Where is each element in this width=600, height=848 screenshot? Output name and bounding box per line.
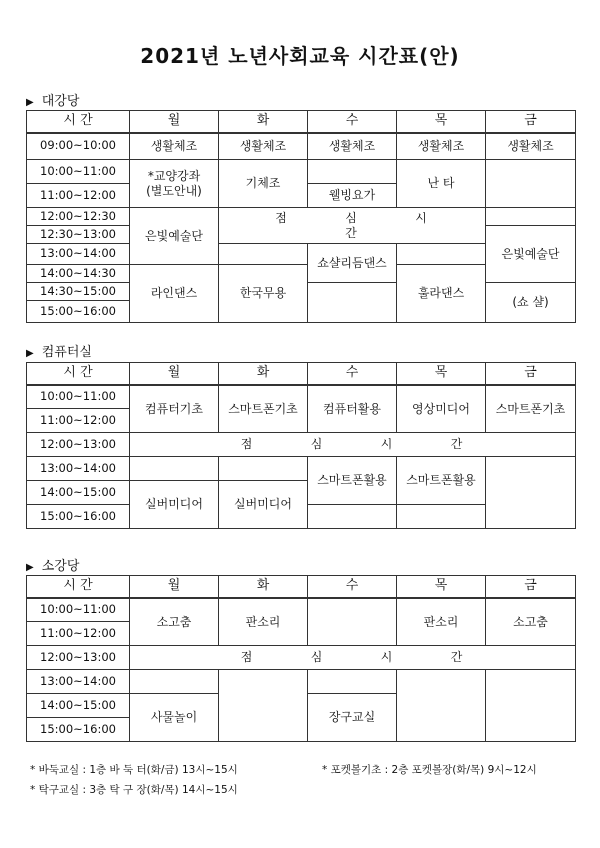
section-label-main-hall: ▶ 대강당 — [26, 94, 80, 109]
empty-cell — [130, 670, 219, 694]
table-header-row — [27, 111, 576, 133]
class-cell: 스마트폰활용 — [397, 457, 486, 505]
class-cell: 판소리 — [219, 598, 308, 646]
page-title: 2021년 노년사회교육 시간표(안) — [140, 44, 460, 68]
empty-cell — [308, 505, 397, 529]
empty-cell — [219, 670, 308, 742]
class-cell: 컴퓨터활용 — [308, 385, 397, 433]
class-cell: 소고춤 — [486, 598, 576, 646]
class-cell: 쇼샬리듬댄스 — [308, 244, 397, 283]
empty-cell — [308, 283, 397, 323]
table-row — [27, 385, 576, 409]
time-cell: 15:00~16:00 — [27, 301, 130, 323]
class-cell: 라인댄스 — [130, 265, 219, 323]
empty-cell — [219, 244, 308, 265]
header-wed: 수 — [308, 363, 397, 385]
empty-cell — [308, 160, 397, 184]
empty-cell — [397, 670, 486, 742]
time-cell: 14:00~15:00 — [27, 694, 130, 718]
class-cell: 스마트폰기초 — [486, 385, 576, 433]
triangle-bullet-icon: ▶ — [26, 348, 34, 359]
triangle-bullet-icon: ▶ — [26, 562, 34, 573]
footnote: * 포켓볼기초 : 2층 포켓볼장(화/목) 9시~12시 — [322, 764, 537, 776]
header-mon: 월 — [130, 111, 219, 133]
time-cell: 13:00~14:00 — [27, 670, 130, 694]
header-thu: 목 — [397, 363, 486, 385]
time-cell: 11:00~12:00 — [27, 184, 130, 208]
class-cell: 실버미디어 — [219, 481, 308, 529]
time-cell: 14:00~15:00 — [27, 481, 130, 505]
table-row — [27, 208, 576, 226]
class-cell — [130, 160, 219, 208]
footnote: * 바둑교실 : 1층 바 둑 터(화/금) 13시~15시 — [30, 764, 238, 776]
table-row — [27, 598, 576, 622]
triangle-bullet-icon: ▶ — [26, 97, 34, 108]
empty-cell — [308, 598, 397, 646]
class-cell: 웰빙요가 — [308, 184, 397, 208]
time-cell: 15:00~16:00 — [27, 505, 130, 529]
main-hall-timetable — [26, 110, 576, 323]
empty-cell — [308, 670, 397, 694]
time-cell: 13:00~14:00 — [27, 457, 130, 481]
class-sublabel: (별도안내) — [146, 183, 202, 198]
class-cell: 생활체조 — [308, 133, 397, 160]
time-cell: 14:00~14:30 — [27, 265, 130, 283]
time-cell: 14:30~15:00 — [27, 283, 130, 301]
header-mon: 월 — [130, 363, 219, 385]
class-cell: 은빛예술단 — [486, 226, 576, 283]
header-fri: 금 — [486, 576, 576, 598]
class-cell: 난 타 — [397, 160, 486, 208]
header-time: 시 간 — [27, 363, 130, 385]
table-row — [27, 160, 576, 184]
class-cell: 생활체조 — [397, 133, 486, 160]
empty-cell — [486, 457, 576, 529]
lunch-break-cell: 점 심 시간 — [219, 208, 486, 244]
class-cell: 기체조 — [219, 160, 308, 208]
empty-cell — [486, 670, 576, 742]
empty-cell — [130, 457, 219, 481]
empty-cell — [219, 457, 308, 481]
class-cell: 영상미디어 — [397, 385, 486, 433]
time-cell: 12:00~13:00 — [27, 433, 130, 457]
time-cell: 10:00~11:00 — [27, 160, 130, 184]
time-cell: 10:00~11:00 — [27, 598, 130, 622]
section-label-small-hall: ▶ 소강당 — [26, 559, 80, 574]
class-cell: 생활체조 — [486, 133, 576, 160]
time-cell: 11:00~12:00 — [27, 409, 130, 433]
header-thu: 목 — [397, 111, 486, 133]
class-cell: 한국무용 — [219, 265, 308, 323]
header-tue: 화 — [219, 111, 308, 133]
class-cell: 스마트폰활용 — [308, 457, 397, 505]
table-header-row — [27, 363, 576, 385]
lunch-break-cell: 점 심 시 간 — [130, 433, 576, 457]
header-tue: 화 — [219, 576, 308, 598]
time-cell: 12:00~12:30 — [27, 208, 130, 226]
class-cell: 훌라댄스 — [397, 265, 486, 323]
header-mon: 월 — [130, 576, 219, 598]
header-time: 시 간 — [27, 111, 130, 133]
time-cell: 10:00~11:00 — [27, 385, 130, 409]
time-cell: 11:00~12:00 — [27, 622, 130, 646]
class-cell: 실버미디어 — [130, 481, 219, 529]
time-cell: 12:00~13:00 — [27, 646, 130, 670]
computer-room-timetable — [26, 362, 576, 529]
empty-cell — [486, 208, 576, 226]
section-label-computer-room: ▶ 컴퓨터실 — [26, 345, 92, 360]
header-wed: 수 — [308, 111, 397, 133]
class-cell: (쇼 샬) — [486, 283, 576, 323]
table-row — [27, 646, 576, 670]
class-cell: 생활체조 — [219, 133, 308, 160]
header-wed: 수 — [308, 576, 397, 598]
table-row — [27, 433, 576, 457]
small-hall-timetable — [26, 575, 576, 742]
class-cell: 장구교실 — [308, 694, 397, 742]
table-row — [27, 133, 576, 160]
header-tue: 화 — [219, 363, 308, 385]
time-cell: 09:00~10:00 — [27, 133, 130, 160]
class-cell: 컴퓨터기초 — [130, 385, 219, 433]
class-cell: 은빛예술단 — [130, 208, 219, 265]
class-cell: 사물놀이 — [130, 694, 219, 742]
time-cell: 15:00~16:00 — [27, 718, 130, 742]
class-cell: 생활체조 — [130, 133, 219, 160]
header-fri: 금 — [486, 111, 576, 133]
header-thu: 목 — [397, 576, 486, 598]
empty-cell — [486, 160, 576, 208]
time-cell: 13:00~14:00 — [27, 244, 130, 265]
class-cell: 스마트폰기초 — [219, 385, 308, 433]
class-cell: 소고춤 — [130, 598, 219, 646]
class-cell: 판소리 — [397, 598, 486, 646]
table-header-row — [27, 576, 576, 598]
table-row — [27, 457, 576, 481]
empty-cell — [397, 505, 486, 529]
footnote: * 탁구교실 : 3층 탁 구 장(화/목) 14시~15시 — [30, 784, 238, 796]
lunch-break-cell: 점 심 시 간 — [130, 646, 576, 670]
table-row — [27, 670, 576, 694]
time-cell: 12:30~13:00 — [27, 226, 130, 244]
header-fri: 금 — [486, 363, 576, 385]
header-time: 시 간 — [27, 576, 130, 598]
empty-cell — [397, 244, 486, 265]
class-label: *교양강좌 — [147, 169, 201, 184]
